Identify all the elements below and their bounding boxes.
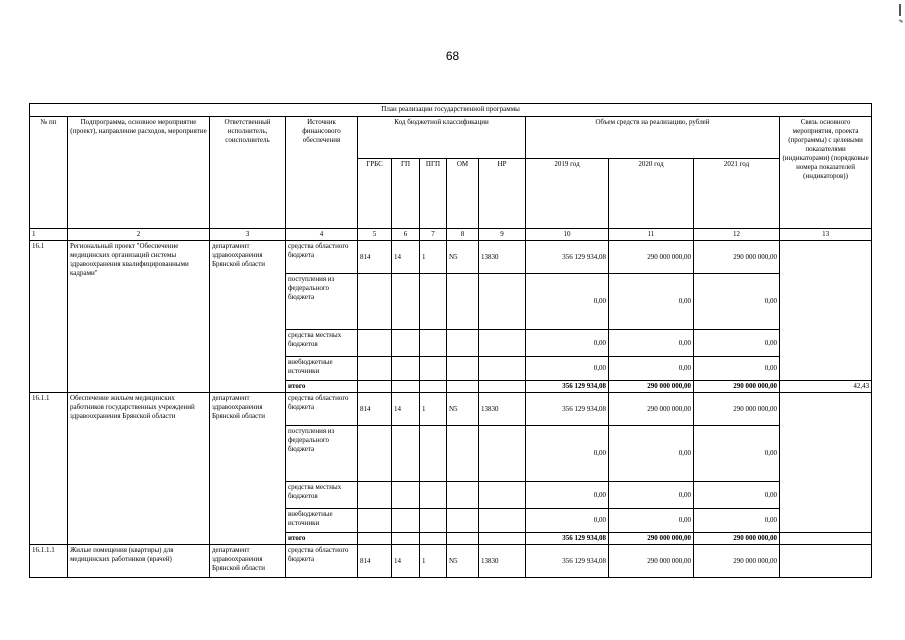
code-gp: 14 <box>392 241 420 274</box>
header-executor: Ответственный исполнитель, соисполнитель <box>210 117 286 229</box>
code-grbs: 814 <box>358 545 392 578</box>
table-row <box>30 393 872 426</box>
column-number: 11 <box>609 229 694 241</box>
amount-2020: 0,00 <box>609 509 694 533</box>
indicator-link <box>780 545 872 578</box>
amount-2021: 290 000 000,00 <box>694 241 780 274</box>
page-number: 68 <box>445 49 460 63</box>
code-gp <box>392 426 420 482</box>
code-om: N5 <box>447 241 479 274</box>
header-num: № пп <box>30 117 68 229</box>
code-gp: 14 <box>392 545 420 578</box>
amount-2020: 290 000 000,00 <box>609 393 694 426</box>
column-number: 6 <box>392 229 420 241</box>
column-number: 10 <box>526 229 609 241</box>
total-2019: 356 129 934,08 <box>526 381 609 393</box>
code-grbs <box>358 330 392 357</box>
amount-2021: 290 000 000,00 <box>694 545 780 578</box>
responsible-executor: департамент здравоохранения Брянской области <box>210 393 286 545</box>
column-number: 7 <box>420 229 447 241</box>
total-2021: 290 000 000,00 <box>694 533 780 545</box>
total-2020: 290 000 000,00 <box>609 533 694 545</box>
code-pgp: 1 <box>420 545 447 578</box>
amount-2019: 356 129 934,08 <box>526 393 609 426</box>
funding-source: средства местных бюджетов <box>286 482 358 509</box>
code-gp <box>392 330 420 357</box>
header-grbs: ГРБС <box>358 159 392 229</box>
code-np: 13830 <box>479 545 526 578</box>
funding-source: поступления из федерального бюджета <box>286 426 358 482</box>
code-pgp: 1 <box>420 241 447 274</box>
funding-source: средства областного бюджета <box>286 241 358 274</box>
header-np: НР <box>479 159 526 229</box>
header-gp: ГП <box>392 159 420 229</box>
code-gp <box>392 482 420 509</box>
header-2021: 2021 год <box>694 159 780 229</box>
amount-2019: 0,00 <box>526 509 609 533</box>
code-grbs <box>358 426 392 482</box>
column-number: 3 <box>210 229 286 241</box>
code-om <box>447 330 479 357</box>
amount-2021: 0,00 <box>694 482 780 509</box>
code-np <box>479 426 526 482</box>
header-kbk: Код бюджетной классификации <box>358 117 526 159</box>
column-number: 13 <box>780 229 872 241</box>
row-number: 16.1.1 <box>30 393 68 545</box>
total-label: итого <box>286 381 358 393</box>
code-pgp <box>420 274 447 330</box>
column-number: 2 <box>68 229 210 241</box>
total-2021: 290 000 000,00 <box>694 381 780 393</box>
code-om <box>447 426 479 482</box>
table-row <box>30 545 872 578</box>
measure-name: Обеспечение жильем медицинских работников государственных учреждений здравоохранения Брянской области <box>68 393 210 545</box>
measure-name: Жилые помещения (квартиры) для медицинских работников (врачей) <box>68 545 210 578</box>
amount-2019: 0,00 <box>526 274 609 330</box>
funding-source: средства областного бюджета <box>286 545 358 578</box>
scan-mark-tick <box>899 19 903 23</box>
funding-source: поступления из федерального бюджета <box>286 274 358 330</box>
amount-2020: 290 000 000,00 <box>609 241 694 274</box>
code-om <box>447 357 479 381</box>
amount-2019: 356 129 934,08 <box>526 545 609 578</box>
header-link: Связь основного мероприятия, проекта (программы) с целевыми показателями (индикаторами) (порядковые номера показателей (индикаторов)) <box>780 117 872 229</box>
code-np <box>479 274 526 330</box>
amount-2019: 0,00 <box>526 426 609 482</box>
total-code-empty <box>358 533 392 545</box>
amount-2021: 0,00 <box>694 330 780 357</box>
amount-2020: 0,00 <box>609 274 694 330</box>
column-number: 1 <box>30 229 68 241</box>
funding-source: средства областного бюджета <box>286 393 358 426</box>
column-number: 5 <box>358 229 392 241</box>
amount-2021: 0,00 <box>694 357 780 381</box>
total-label: итого <box>286 533 358 545</box>
code-om <box>447 274 479 330</box>
code-gp <box>392 274 420 330</box>
code-np <box>479 482 526 509</box>
amount-2021: 290 000 000,00 <box>694 393 780 426</box>
column-number: 8 <box>447 229 479 241</box>
header-source: Источник финансового обеспечения <box>286 117 358 229</box>
header-2020: 2020 год <box>609 159 694 229</box>
amount-2020: 0,00 <box>609 330 694 357</box>
budget-plan-table <box>29 103 872 578</box>
code-pgp <box>420 509 447 533</box>
total-code-empty <box>447 533 479 545</box>
code-grbs <box>358 482 392 509</box>
indicator-link <box>780 393 872 533</box>
column-number: 4 <box>286 229 358 241</box>
header-om: ОМ <box>447 159 479 229</box>
code-om: N5 <box>447 545 479 578</box>
amount-2020: 0,00 <box>609 482 694 509</box>
column-number: 12 <box>694 229 780 241</box>
table-row <box>30 241 872 274</box>
row-number: 16.1 <box>30 241 68 393</box>
code-gp <box>392 357 420 381</box>
indicator-link-value: 42,43 <box>780 381 872 393</box>
table-title: План реализации государственной программы <box>30 104 872 117</box>
code-grbs <box>358 274 392 330</box>
code-grbs <box>358 509 392 533</box>
total-2019: 356 129 934,08 <box>526 533 609 545</box>
total-code-empty <box>392 533 420 545</box>
indicator-link <box>780 241 872 381</box>
code-pgp <box>420 426 447 482</box>
amount-2020: 290 000 000,00 <box>609 545 694 578</box>
amount-2021: 0,00 <box>694 426 780 482</box>
total-code-empty <box>358 381 392 393</box>
code-pgp: 1 <box>420 393 447 426</box>
total-2020: 290 000 000,00 <box>609 381 694 393</box>
code-grbs <box>358 357 392 381</box>
total-code-empty <box>479 533 526 545</box>
code-grbs: 814 <box>358 241 392 274</box>
code-pgp <box>420 330 447 357</box>
total-code-empty <box>447 381 479 393</box>
responsible-executor: департамент здравоохранения Брянской области <box>210 545 286 578</box>
funding-source: внебюджетные источники <box>286 509 358 533</box>
code-gp: 14 <box>392 393 420 426</box>
total-code-empty <box>420 533 447 545</box>
code-np: 13830 <box>479 241 526 274</box>
total-code-empty <box>420 381 447 393</box>
header-volume: Объем средств на реализацию, рублей <box>526 117 780 159</box>
header-pgp: ПГП <box>420 159 447 229</box>
amount-2019: 0,00 <box>526 357 609 381</box>
code-gp <box>392 509 420 533</box>
amount-2021: 0,00 <box>694 509 780 533</box>
code-pgp <box>420 482 447 509</box>
code-np <box>479 357 526 381</box>
responsible-executor: департамент здравоохранения Брянской области <box>210 241 286 393</box>
amount-2020: 0,00 <box>609 426 694 482</box>
code-pgp <box>420 357 447 381</box>
amount-2019: 356 129 934,08 <box>526 241 609 274</box>
code-grbs: 814 <box>358 393 392 426</box>
indicator-link-value <box>780 533 872 545</box>
row-number: 16.1.1.1 <box>30 545 68 578</box>
total-code-empty <box>479 381 526 393</box>
column-number: 9 <box>479 229 526 241</box>
code-om: N5 <box>447 393 479 426</box>
code-om <box>447 482 479 509</box>
code-np <box>479 330 526 357</box>
funding-source: внебюджетные источники <box>286 357 358 381</box>
amount-2019: 0,00 <box>526 330 609 357</box>
code-np <box>479 509 526 533</box>
amount-2021: 0,00 <box>694 274 780 330</box>
total-code-empty <box>392 381 420 393</box>
amount-2020: 0,00 <box>609 357 694 381</box>
amount-2019: 0,00 <box>526 482 609 509</box>
code-np: 13830 <box>479 393 526 426</box>
scan-mark <box>899 4 901 16</box>
funding-source: средства местных бюджетов <box>286 330 358 357</box>
header-program: Подпрограмма, основное мероприятие (проект), направление расходов, мероприятие <box>68 117 210 229</box>
measure-name: Региональный проект "Обеспечение медицинских организаций системы здравоохранения квалифицированными кадрами" <box>68 241 210 393</box>
code-om <box>447 509 479 533</box>
header-2019: 2019 год <box>526 159 609 229</box>
